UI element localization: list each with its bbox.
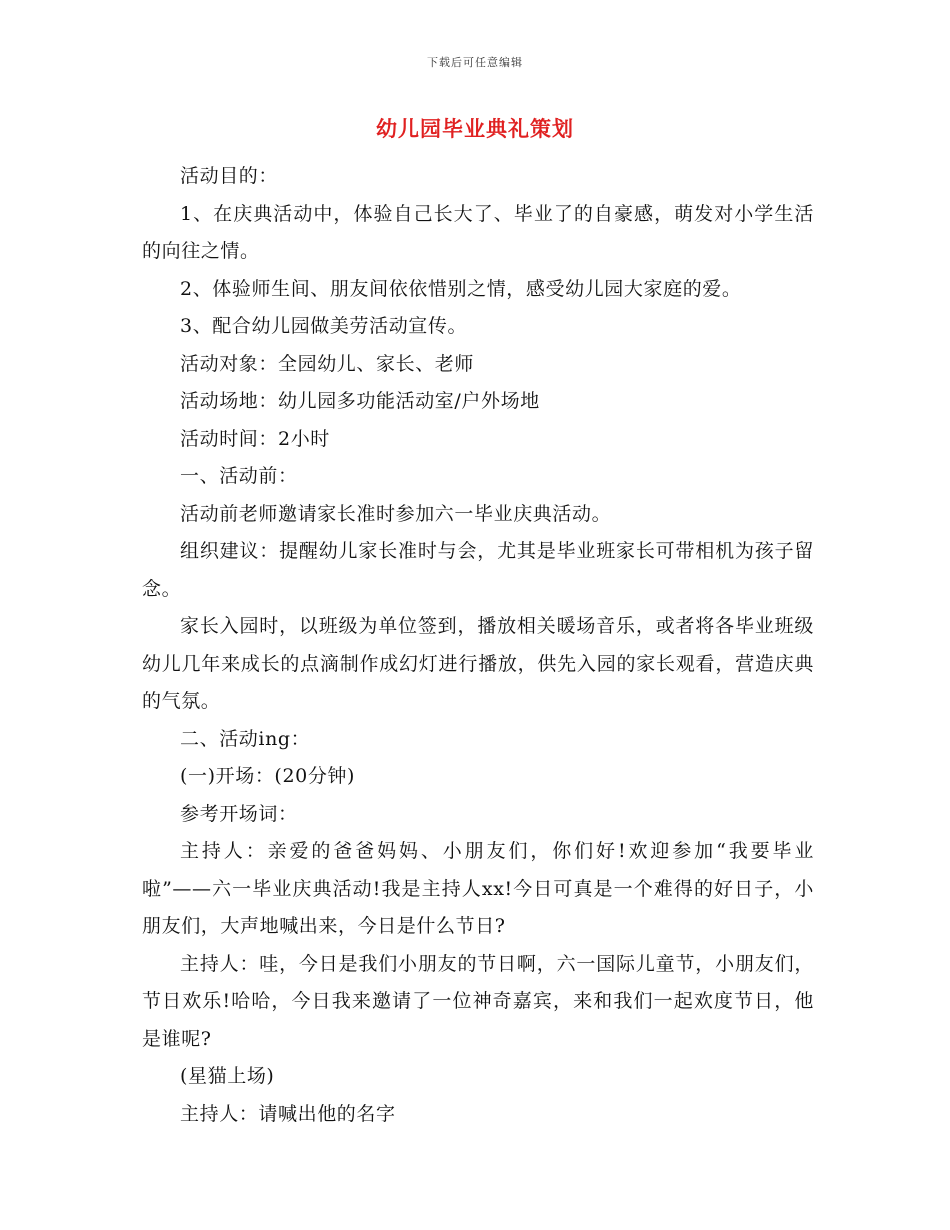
paragraph-host-line-2: 主持人：哇，今日是我们小朋友的节日啊，六一国际儿童节，小朋友们，节日欢乐!哈哈，今日我来邀请了一位神奇嘉宾，来和我们一起欢度节日，他是谁呢? xyxy=(142,952,814,1050)
section-heading-during: 二、活动ing： xyxy=(180,727,311,750)
paragraph-host-line-3: 主持人：请喊出他的名字 xyxy=(180,1102,396,1125)
paragraph-purpose-3: 3、配合幼儿园做美劳活动宣传。 xyxy=(180,315,468,337)
document-body xyxy=(142,158,814,1133)
paragraph-arrival: 家长入园时，以班级为单位签到，播放相关暖场音乐，或者将各毕业班级幼儿几年来成长的点滴制作成幻灯进行播放，供先入园的家长观看，营造庆典的气氛。 xyxy=(142,615,814,712)
paragraph-suggestion: 组织建议：提醒幼儿家长准时与会，尤其是毕业班家长可带相机为孩子留念。 xyxy=(142,540,814,600)
paragraph-host-line-1: 主持人：亲爱的爸爸妈妈、小朋友们，你们好!欢迎参加“我要毕业啦”——六一毕业庆典活动!我是主持人xx!今日可真是一个难得的好日子，小朋友们，大声地喊出来，今日是什么节日? xyxy=(142,840,814,937)
paragraph-stage-direction: (星猫上场) xyxy=(180,1065,275,1087)
paragraph-invitation: 活动前老师邀请家长准时参加六一毕业庆典活动。 xyxy=(180,502,612,525)
document-title: 幼儿园毕业典礼策划 xyxy=(376,116,574,141)
paragraph-opening-script-label: 参考开场词： xyxy=(180,802,298,825)
paragraph-purpose-2: 2、体验师生间、朋友间依依惜别之情，感受幼儿园大家庭的爱。 xyxy=(180,277,742,300)
paragraph-purpose-1: 1、在庆典活动中，体验自己长大了、毕业了的自豪感，萌发对小学生活的向往之情。 xyxy=(142,202,814,262)
paragraph-duration: 活动时间：2小时 xyxy=(180,427,330,450)
paragraph-audience: 活动对象：全园幼儿、家长、老师 xyxy=(180,352,475,375)
paragraph-purpose-heading: 活动目的： xyxy=(180,165,279,187)
subsection-opening: (一)开场：(20分钟) xyxy=(180,765,356,787)
section-heading-before: 一、活动前： xyxy=(180,465,298,487)
header-note: 下载后可任意编辑 xyxy=(427,56,523,69)
paragraph-venue: 活动场地：幼儿园多功能活动室/户外场地 xyxy=(180,390,540,412)
